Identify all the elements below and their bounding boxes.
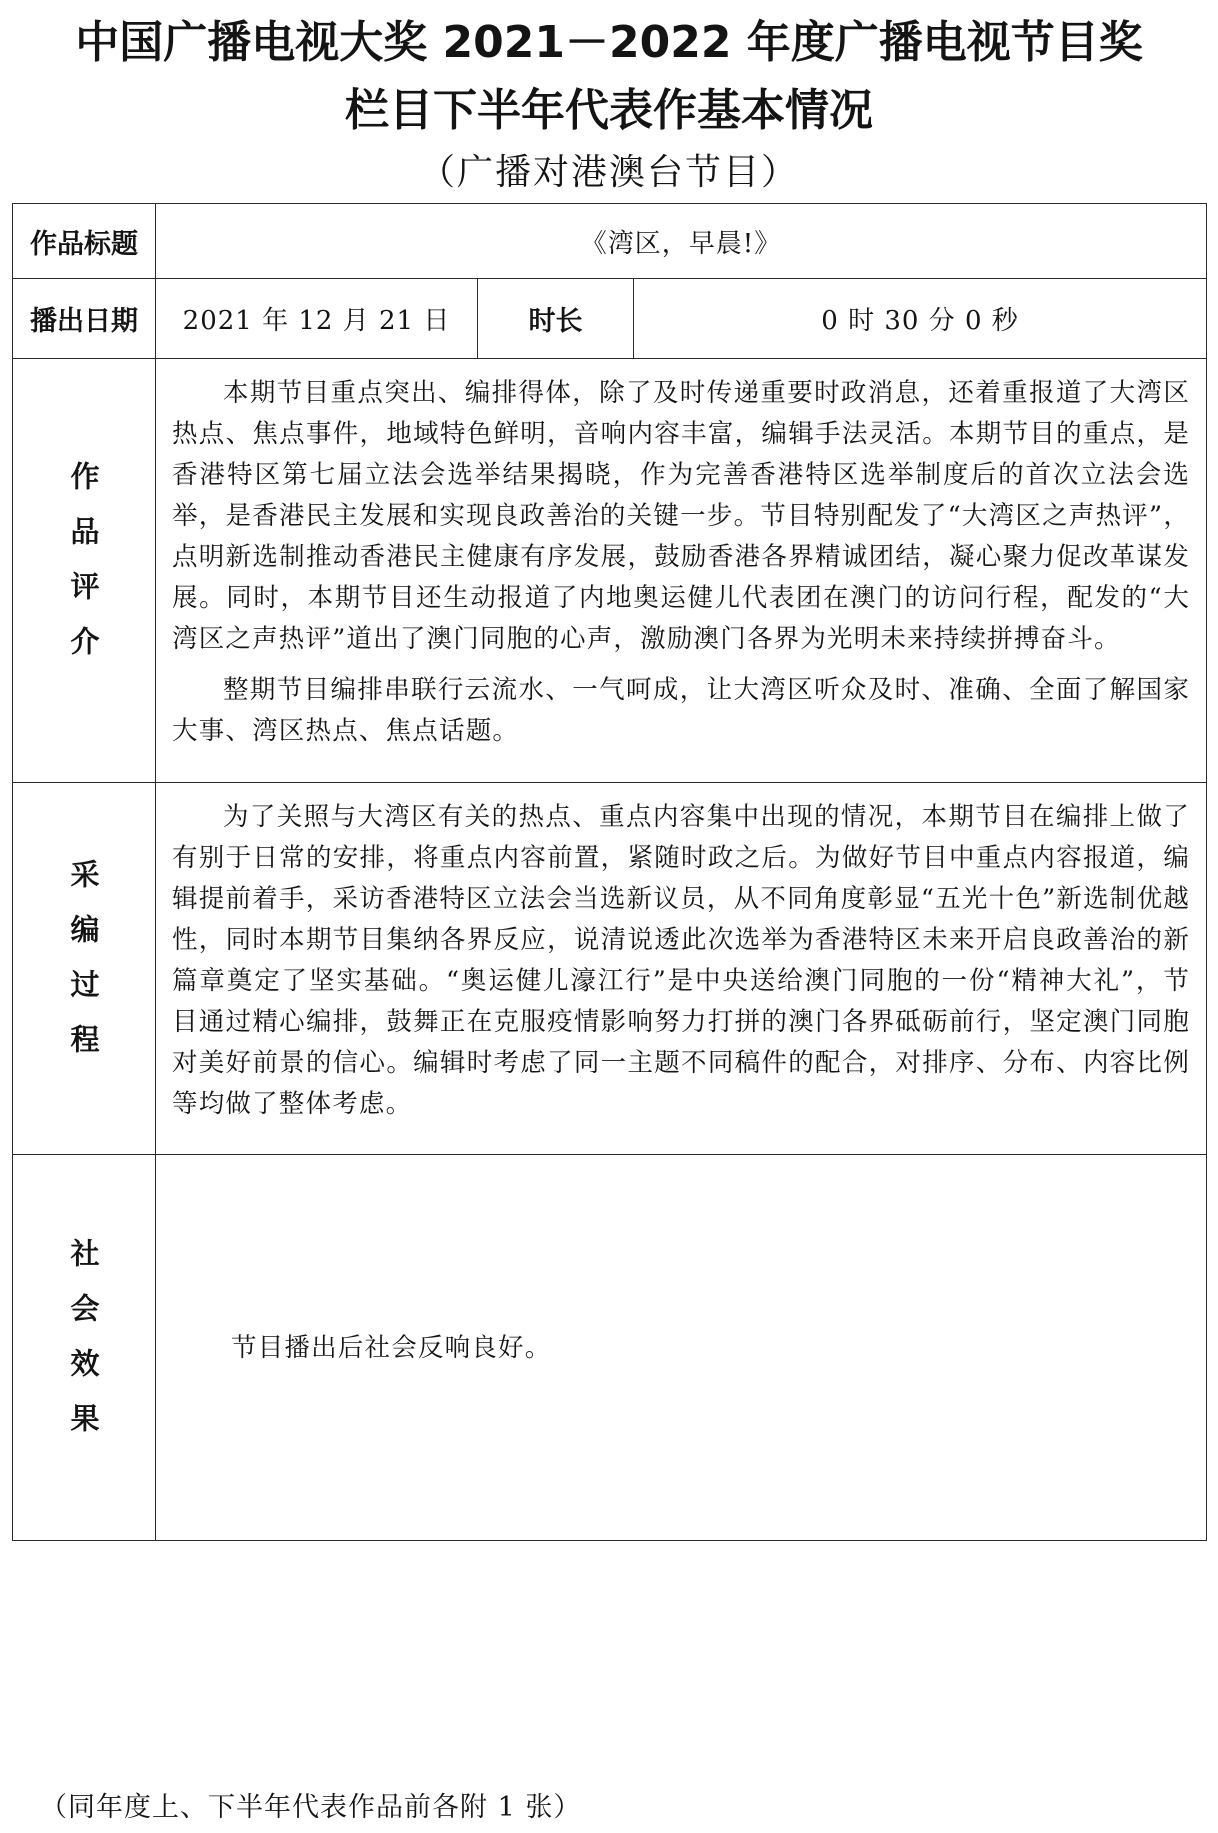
effect-label: 社会效果 [66,1237,101,1458]
process-content [156,783,1207,1155]
effect-content [156,1155,1207,1541]
effect-label-cell [13,1155,156,1541]
review-content [156,359,1207,783]
process-label: 采编过程 [66,858,101,1079]
document-title-line1: 中国广播电视大奖 2021－2022 年度广播电视节目奖 [75,17,1143,68]
process-row [13,783,1207,1155]
review-paragraph-1: 本期节目重点突出、编排得体，除了及时传递重要时政消息，还着重报道了大湾区热点、焦点事件，地域特色鲜明，音响内容丰富，编辑手法灵活。本期节目的重点，是香港特区第七届立法会选举结果揭晓，作为完善香港特区选举制度后的首次立法会选举，是香港民主发展和实现良政善治的关键一步。节目特别配发了“大湾区之声热评”，点明新选制推动香港民主健康有序发展，鼓励香港各界精诚团结，凝心聚力促改革谋发展。同时，本期节目还生动报道了内地奥运健儿代表团在澳门的访问行程，配发的“大湾区之声热评”道出了澳门同胞的心声，激励澳门各界为光明未来持续拼搏奋斗。 [172,378,1191,654]
review-paragraph-2: 整期节目编排串联行云流水、一气呵成，让大湾区听众及时、准确、全面了解国家大事、湾区热点、焦点话题。 [172,675,1191,746]
duration-label: 时长 [478,279,634,359]
process-paragraph-1: 为了关照与大湾区有关的热点、重点内容集中出现的情况，本期节目在编排上做了有别于日常的安排，将重点内容前置，紧随时政之后。为做好节目中重点内容报道，编辑提前着手，采访香港特区立法会当选新议员，从不同角度彰显“五光十色”新选制优越性，同时本期节目集纳各界反应，说清说透此次选举为香港特区未来开启良政善治的新篇章奠定了坚实基础。“奥运健儿濠江行”是中央送给澳门同胞的一份“精神大礼”，节目通过精心编排，鼓舞正在克服疫情影响努力打拼的澳门各界砥砺前行，坚定澳门同胞对美好前景的信心。编辑时考虑了同一主题不同稿件的配合，对排序、分布、内容比例等均做了整体考虑。 [172,802,1191,1119]
effect-text: 节目播出后社会反响良好。 [231,1333,552,1363]
title-row [13,204,1207,279]
effect-row [13,1155,1207,1541]
date-label: 播出日期 [13,279,156,359]
document-subtitle: （广播对港澳台节目） [418,152,799,193]
review-row [13,359,1207,783]
review-label-cell [13,359,156,783]
title-value: 《湾区，早晨!》 [156,204,1207,279]
document-title-line2: 栏目下半年代表作基本情况 [345,85,873,136]
date-value: 2021 年 12 月 21 日 [156,279,478,359]
footnote: （同年度上、下半年代表作品前各附 1 张） [40,1792,582,1823]
review-label: 作品评介 [66,460,101,681]
duration-value: 0 时 30 分 0 秒 [634,279,1207,359]
info-form-table [12,203,1207,1541]
date-row [13,279,1207,359]
title-label: 作品标题 [13,204,156,279]
process-label-cell [13,783,156,1155]
